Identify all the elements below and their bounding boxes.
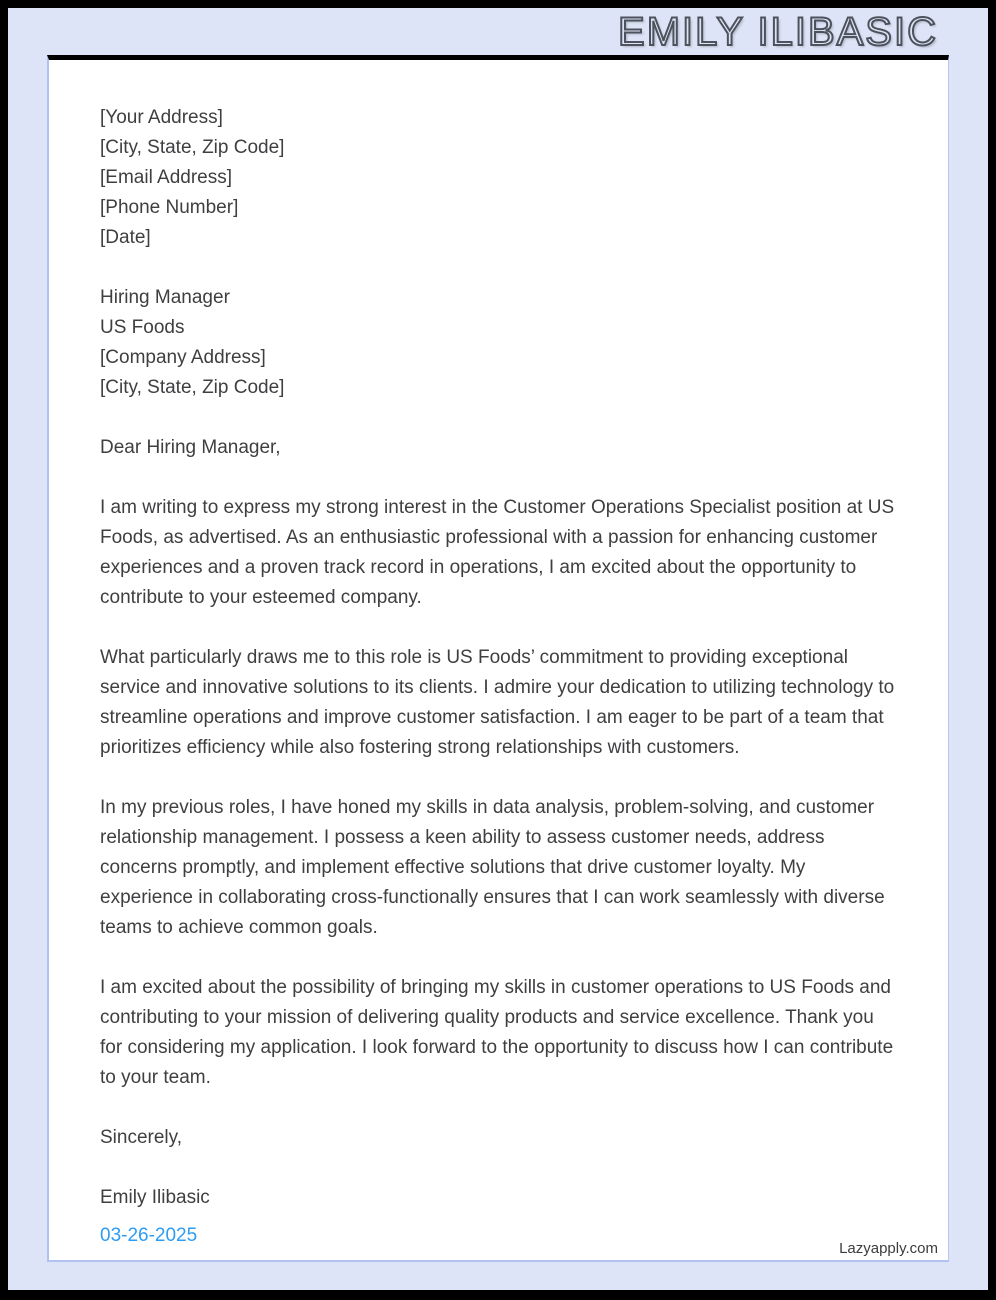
letter-date: 03-26-2025 [100,1225,198,1246]
sender-address-block [100,103,896,253]
letter-page [47,55,949,1262]
sender-date-line: [Date] [100,227,151,248]
recipient-title-line: Hiring Manager [100,287,230,308]
paragraph-experience: In my previous roles, I have honed my skills in data analysis, problem-solving, and customer relationship management. I possess a keen ability to assess customer needs, address concerns promptly, and implement effective solutions that drive customer loyalty. My experience in collaborating cross-functionally ensures that I can work seamlessly with diverse teams to achieve common goals. [100,797,885,938]
sender-city-line: [City, State, Zip Code] [100,137,285,158]
paragraph-intro: I am writing to express my strong interest in the Customer Operations Specialist position at US Foods, as advertised. As an enthusiastic professional with a passion for enhancing customer experiences and a proven track record in operations, I am excited about the opportunity to contribute to your esteemed company. [100,497,895,608]
paragraph-motivation: What particularly draws me to this role is US Foods’ commitment to providing exceptional service and innovative solutions to its clients. I admire your dedication to utilizing technology to streamline operations and improve customer satisfaction. I am eager to be part of a team that prioritizes efficiency while also fostering strong relationships with customers. [100,647,895,758]
candidate-name-header: EMILY ILIBASIC [618,10,938,54]
recipient-address-line: [Company Address] [100,347,266,368]
watermark-lazyapply: Lazyapply.com [839,1240,938,1257]
sender-phone-line: [Phone Number] [100,197,239,218]
recipient-company-line: US Foods [100,317,185,338]
header-band [8,8,988,55]
sender-address-line: [Your Address] [100,107,223,128]
closing: Sincerely, [100,1127,183,1148]
salutation: Dear Hiring Manager, [100,437,281,458]
recipient-city-line: [City, State, Zip Code] [100,377,285,398]
signature-name: Emily Ilibasic [100,1187,210,1208]
letter-content [49,60,948,1251]
recipient-block [100,283,896,403]
sender-email-line: [Email Address] [100,167,232,188]
paragraph-conclusion: I am excited about the possibility of bringing my skills in customer operations to US Foods and contributing to your mission of delivering quality products and service excellence. Thank you for considering my application. I look forward to the opportunity to discuss how I can contribute to your team. [100,977,894,1088]
